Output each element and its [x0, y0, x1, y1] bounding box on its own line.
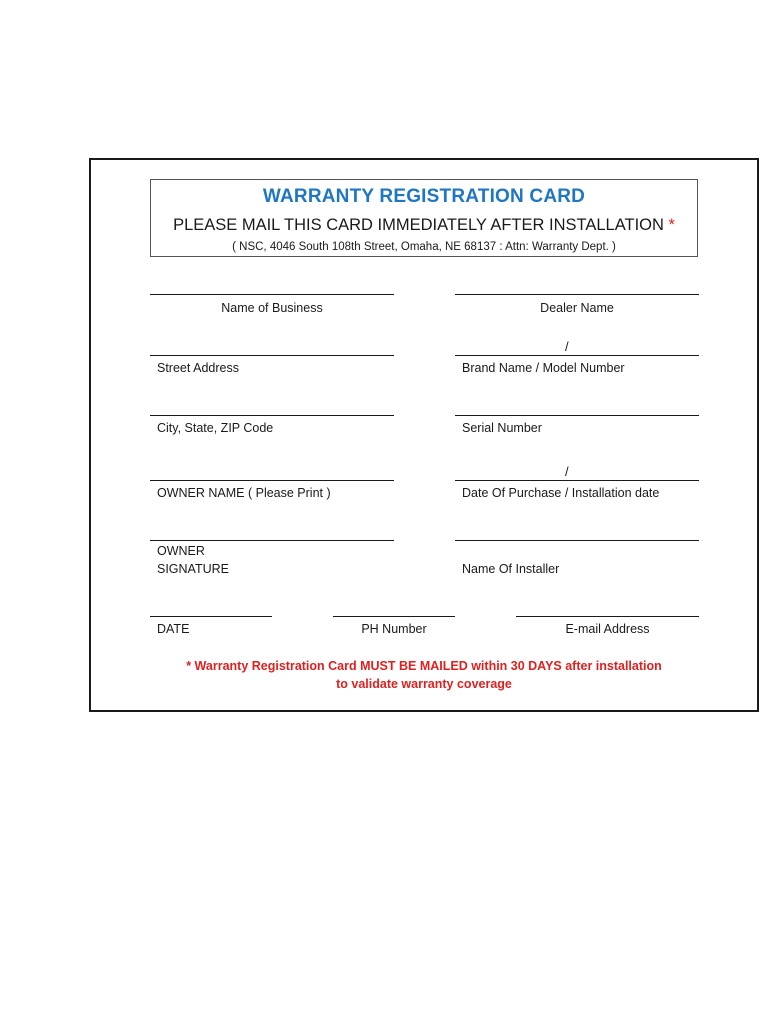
dealer-name-field[interactable] — [455, 294, 699, 295]
city-state-zip-field[interactable] — [150, 415, 394, 416]
card-subtitle — [151, 216, 697, 235]
purchase-install-date-field[interactable] — [455, 480, 699, 481]
phone-label: PH Number — [361, 622, 427, 636]
subtitle-asterisk: * — [668, 216, 675, 234]
brand-model-separator: / — [565, 339, 569, 354]
business-name-label: Name of Business — [221, 301, 323, 315]
owner-name-field[interactable] — [150, 480, 394, 481]
email-label: E-mail Address — [565, 622, 650, 636]
date-separator: / — [565, 464, 569, 479]
owner-name-label: OWNER NAME ( Please Print ) — [157, 486, 331, 500]
serial-number-label: Serial Number — [462, 421, 542, 435]
email-field[interactable] — [516, 616, 699, 617]
mailing-notice-line2: to validate warranty coverage — [336, 677, 512, 691]
phone-field[interactable] — [333, 616, 455, 617]
street-address-field[interactable] — [150, 355, 394, 356]
subtitle-text: PLEASE MAIL THIS CARD IMMEDIATELY AFTER INSTALLATION — [173, 216, 664, 234]
purchase-install-date-label: Date Of Purchase / Installation date — [462, 486, 660, 500]
brand-model-label: Brand Name / Model Number — [462, 361, 625, 375]
installer-name-label: Name Of Installer — [462, 562, 560, 576]
card-title: WARRANTY REGISTRATION CARD — [262, 186, 586, 207]
brand-model-field[interactable] — [455, 355, 699, 356]
mailing-address: ( NSC, 4046 South 108th Street, Omaha, NE 68137 : Attn: Warranty Dept. ) — [232, 241, 616, 253]
serial-number-field[interactable] — [455, 415, 699, 416]
installer-name-field[interactable] — [455, 540, 699, 541]
city-state-zip-label: City, State, ZIP Code — [157, 421, 274, 435]
business-name-field[interactable] — [150, 294, 394, 295]
owner-signature-label-line2: SIGNATURE — [157, 562, 229, 576]
street-address-label: Street Address — [157, 361, 239, 375]
card-header — [150, 179, 698, 257]
mailing-notice-line1: * Warranty Registration Card MUST BE MAILED within 30 DAYS after installation — [186, 659, 662, 673]
date-field[interactable] — [150, 616, 272, 617]
dealer-name-label: Dealer Name — [540, 301, 614, 315]
owner-signature-label-line1: OWNER — [157, 544, 205, 558]
owner-signature-field[interactable] — [150, 540, 394, 541]
date-label: DATE — [157, 622, 190, 636]
